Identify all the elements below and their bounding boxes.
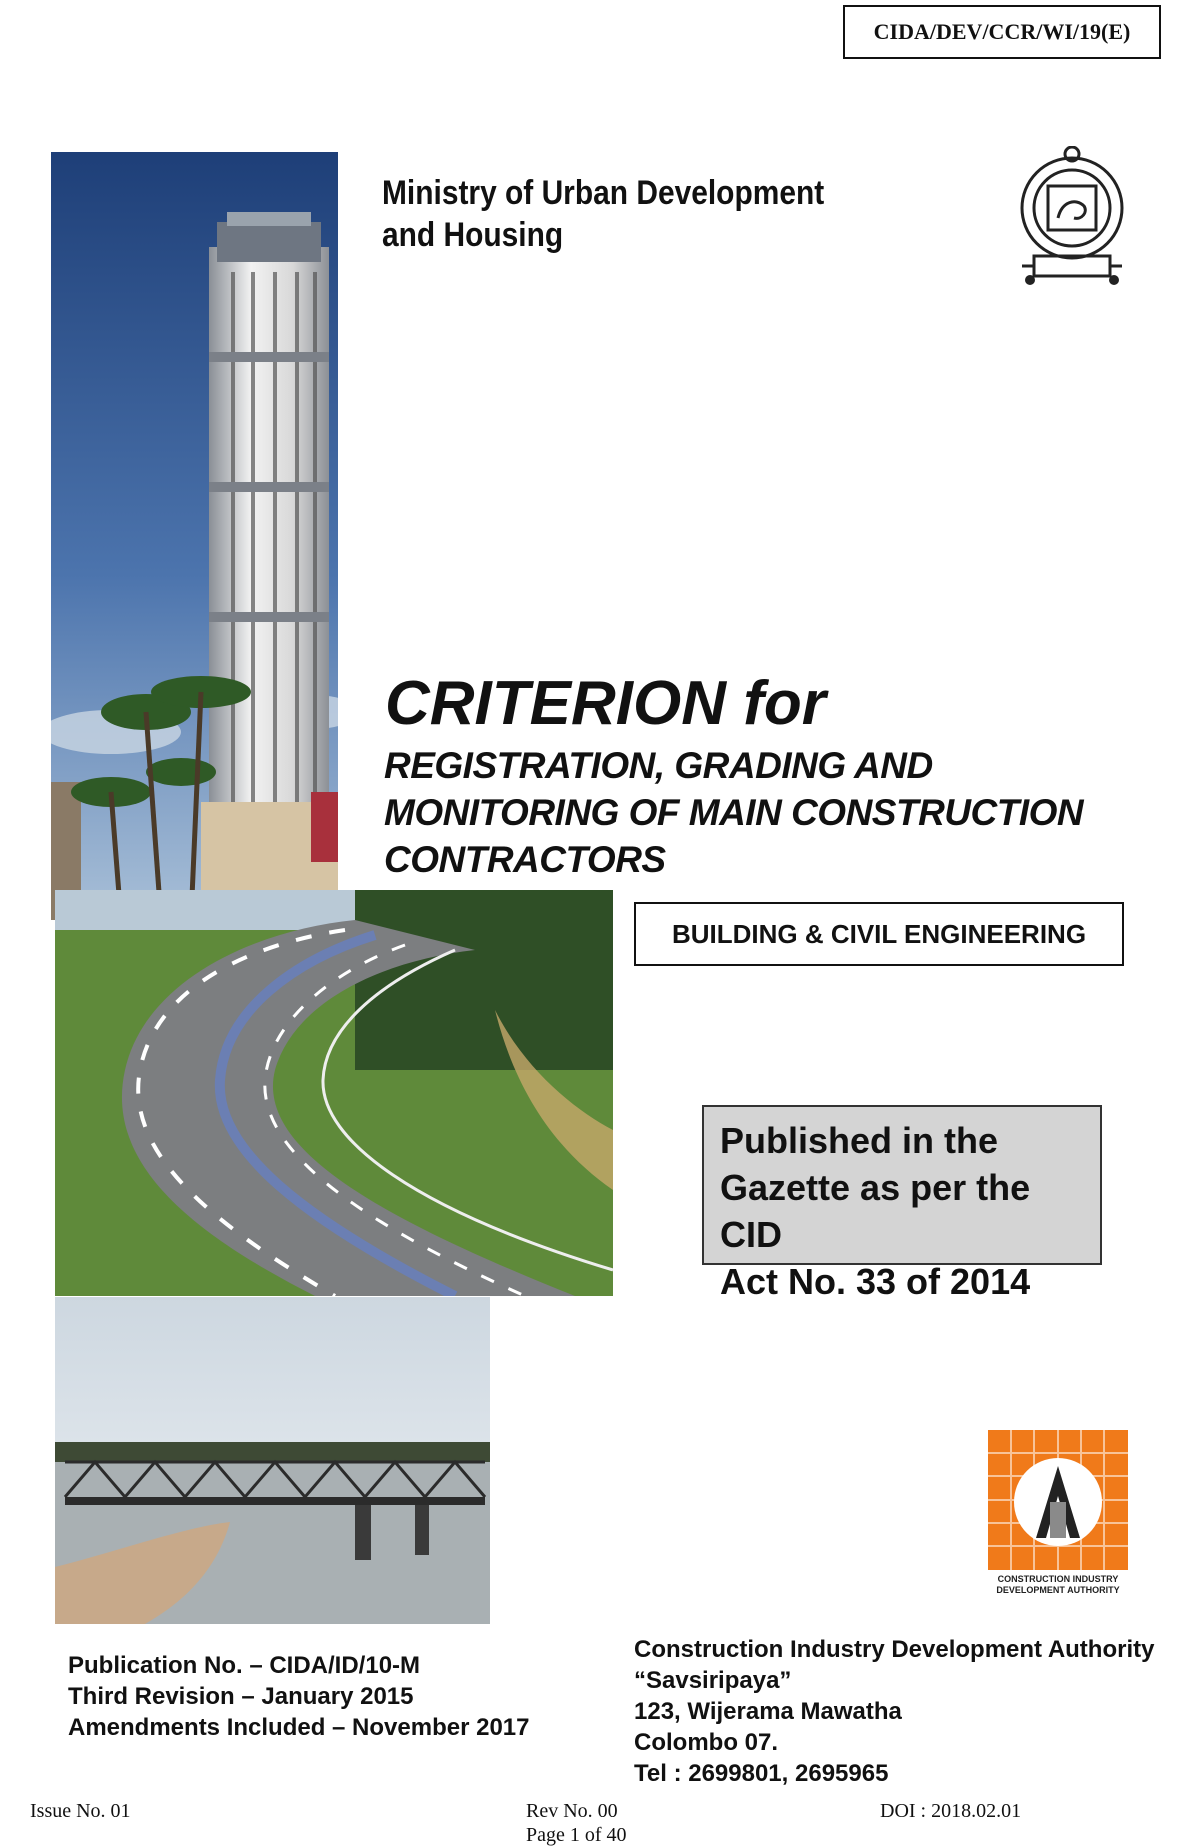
gazette-notice [702, 1105, 1102, 1302]
authority-city: Colombo 07. [634, 1729, 779, 1756]
subtitle-line: REGISTRATION, GRADING AND [384, 745, 933, 786]
publication-revision: Third Revision – January 2015 [68, 1683, 414, 1710]
document-subtitle [384, 742, 1184, 883]
gazette-line: Gazette as per the CID [720, 1167, 1031, 1255]
subtitle-line: MONITORING OF MAIN CONSTRUCTION [384, 792, 1084, 833]
subtitle-line: CONTRACTORS [384, 839, 666, 880]
document-code: CIDA/DEV/CCR/WI/19(E) [843, 5, 1161, 59]
highway-photo [55, 890, 613, 1296]
national-emblem-icon [1014, 146, 1130, 288]
category-label: BUILDING & CIVIL ENGINEERING [634, 902, 1124, 966]
footer-page: Page 1 of 40 [526, 1824, 627, 1846]
tower-photo [51, 152, 338, 920]
gazette-line: Published in the [720, 1120, 999, 1161]
authority-address [634, 1634, 1154, 1789]
footer-issue: Issue No. 01 [30, 1800, 131, 1822]
logo-text-line: DEVELOPMENT AUTHORITY [996, 1585, 1120, 1595]
cida-logo-icon [988, 1430, 1128, 1596]
bridge-photo [55, 1297, 490, 1624]
publication-number: Publication No. – CIDA/ID/10-M [68, 1652, 421, 1679]
footer-doi: DOI : 2018.02.01 [880, 1800, 1022, 1822]
ministry-name: Ministry of Urban Development and Housing [382, 174, 825, 254]
authority-name: Construction Industry Development Authority [634, 1636, 1155, 1663]
authority-tel: Tel : 2699801, 2695965 [634, 1760, 889, 1787]
publication-amendments: Amendments Included – November 2017 [68, 1714, 530, 1741]
publication-details [68, 1650, 529, 1743]
logo-text-line: CONSTRUCTION INDUSTRY [997, 1574, 1119, 1584]
authority-building: “Savsiripaya” [634, 1667, 792, 1694]
gazette-line: Act No. 33 of 2014 [720, 1261, 1031, 1302]
footer-rev: Rev No. 00 [526, 1800, 618, 1822]
authority-street: 123, Wijerama Mawatha [634, 1698, 902, 1725]
document-title: CRITERION for [385, 669, 826, 738]
